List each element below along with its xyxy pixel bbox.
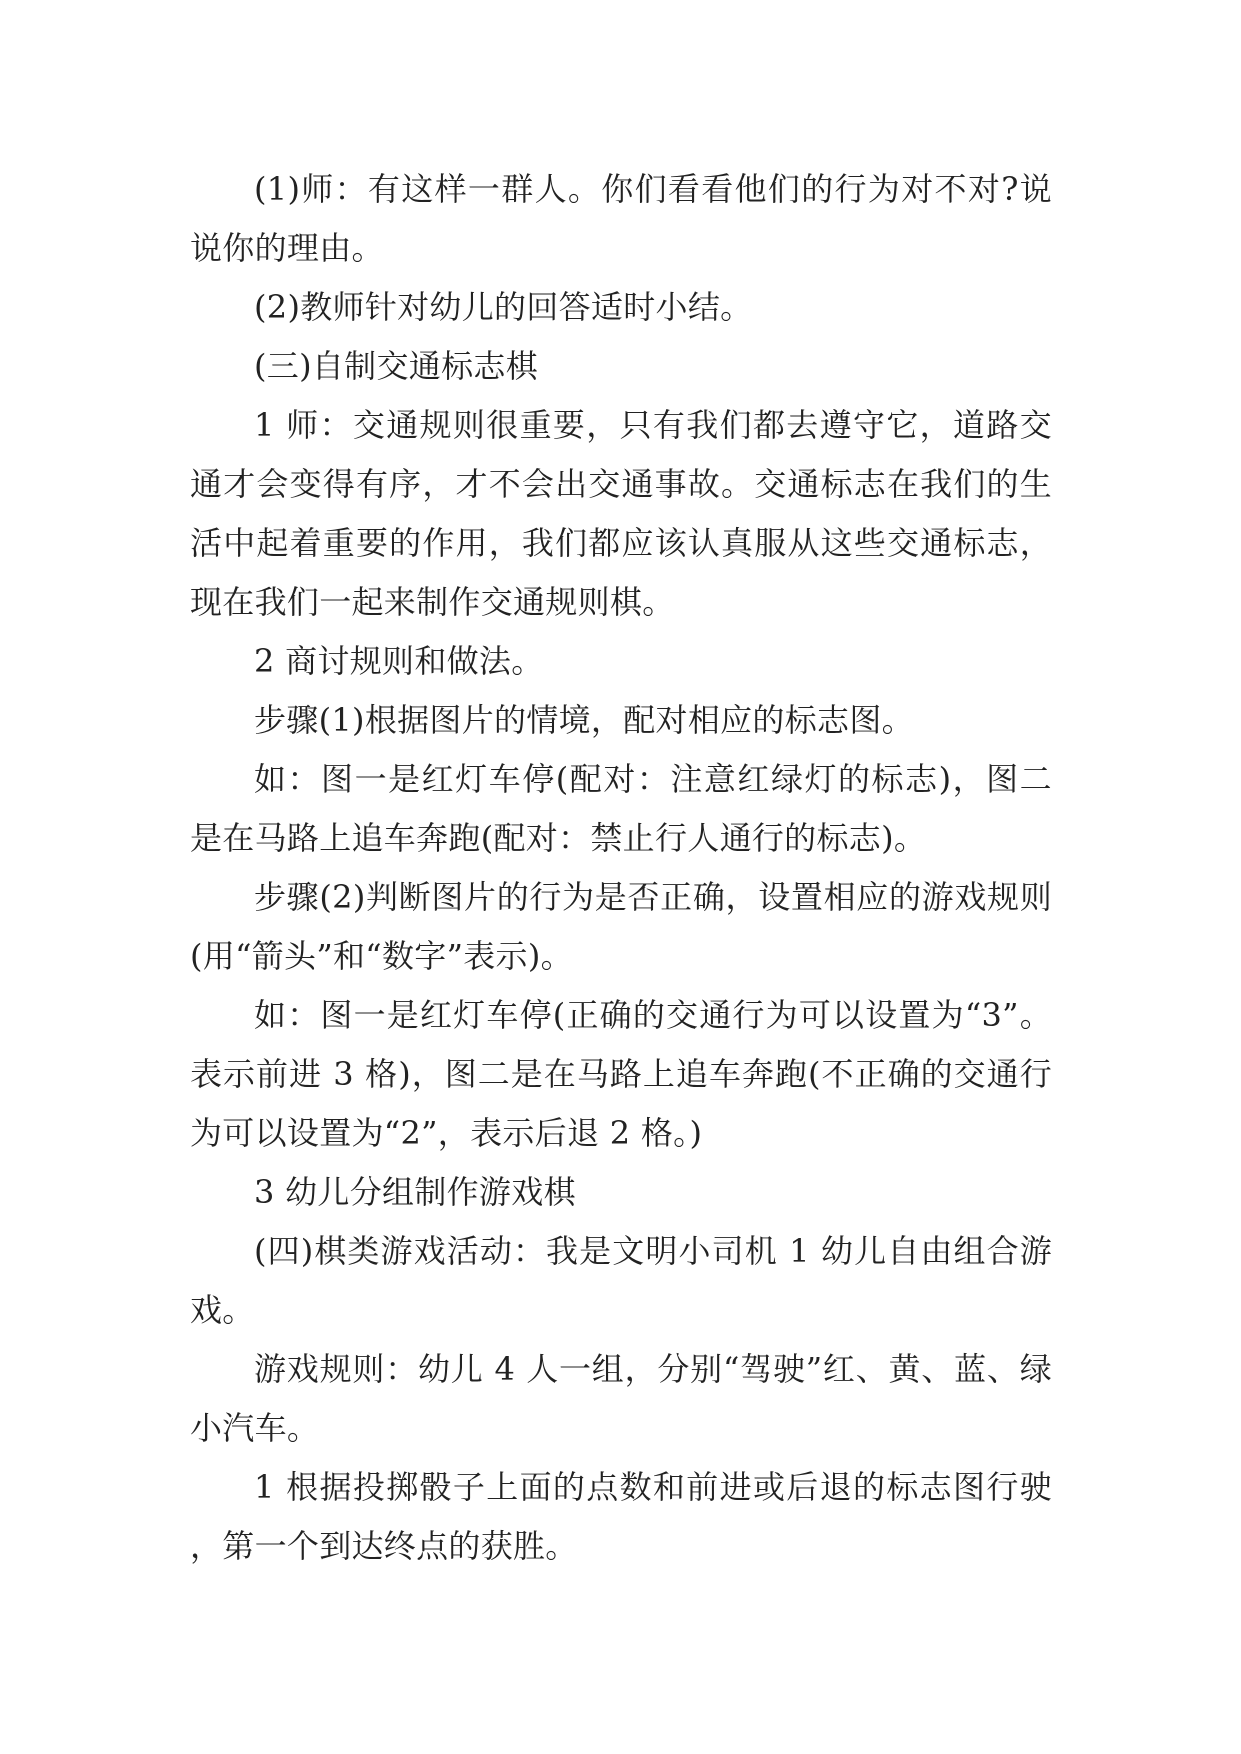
paragraph-6: 步骤(1)根据图片的情境，配对相应的标志图。 xyxy=(254,701,914,739)
section-heading-11: (四)棋类游戏活动：我是文明小司机 1 幼儿自由组合游戏。 xyxy=(190,1232,1052,1329)
section-heading-3: (三)自制交通标志棋 xyxy=(254,347,538,385)
paragraph-8: 步骤(2)判断图片的行为是否正确，设置相应的游戏规则(用“箭头”和“数字”表示)。 xyxy=(190,878,1052,975)
paragraph-10: 3 幼儿分组制作游戏棋 xyxy=(254,1173,576,1211)
paragraph-2: (2)教师针对幼儿的回答适时小结。 xyxy=(254,288,753,326)
paragraph-7: 如：图一是红灯车停(配对：注意红绿灯的标志)，图二是在马路上追车奔跑(配对：禁止行人通行的标志)。 xyxy=(190,760,1052,857)
document-body xyxy=(190,160,1052,1576)
paragraph-5: 2 商讨规则和做法。 xyxy=(254,642,544,680)
paragraph-13: 1 根据投掷骰子上面的点数和前进或后退的标志图行驶，第一个到达终点的获胜。 xyxy=(190,1468,1052,1565)
paragraph-1: (1)师：有这样一群人。你们看看他们的行为对不对?说说你的理由。 xyxy=(190,170,1052,267)
paragraph-9: 如：图一是红灯车停(正确的交通行为可以设置为“3”。表示前进 3 格)，图二是在马路上追车奔跑(不正确的交通行为可以设置为“2”，表示后退 2 格。) xyxy=(190,996,1052,1152)
paragraph-4: 1 师：交通规则很重要，只有我们都去遵守它，道路交通才会变得有序，才不会出交通事故。交通标志在我们的生活中起着重要的作用，我们都应该认真服从这些交通标志，现在我们一起来制作交通规则棋。 xyxy=(190,406,1052,621)
paragraph-12: 游戏规则：幼儿 4 人一组，分别“驾驶”红、黄、蓝、绿小汽车。 xyxy=(190,1350,1052,1447)
